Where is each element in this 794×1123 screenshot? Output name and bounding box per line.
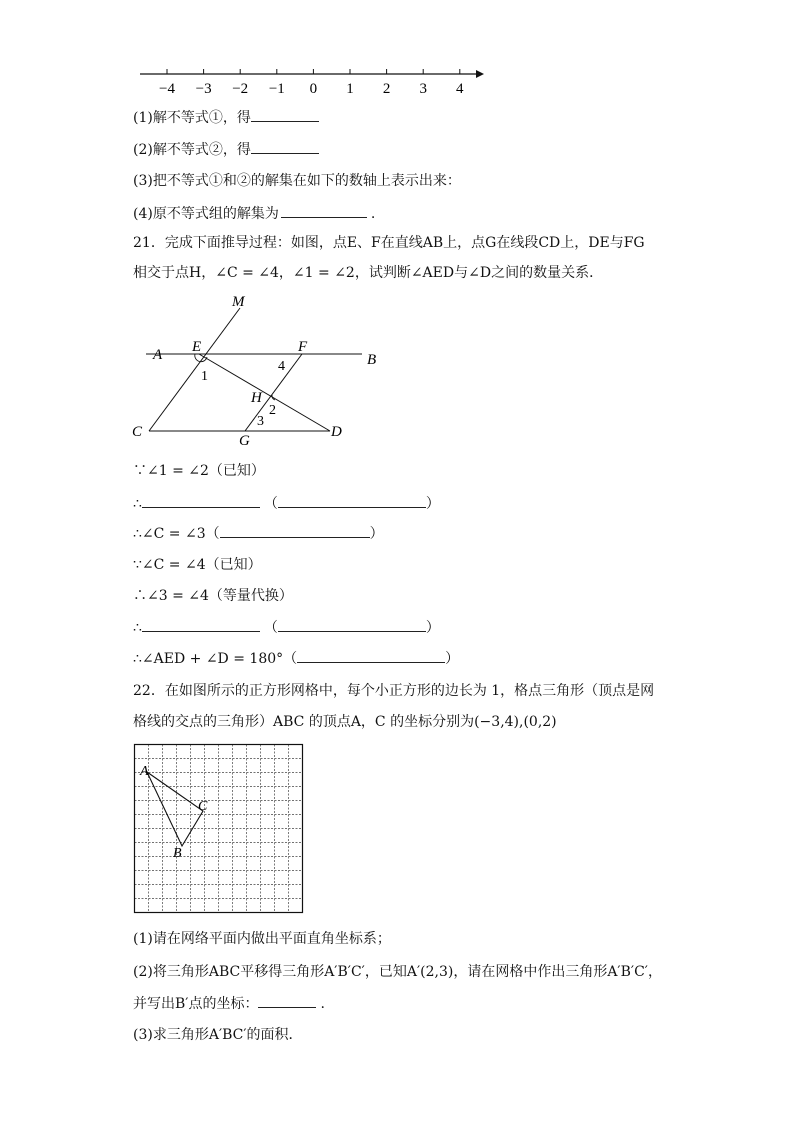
- grid-label-A: A: [140, 764, 149, 779]
- label-F: F: [298, 339, 308, 355]
- number-line-label: −3: [195, 81, 212, 97]
- q21-step5: ∴∠3 = ∠4（等量代换）: [133, 588, 293, 604]
- number-line-label: 4: [456, 81, 464, 97]
- q22-item3: (3)求三角形A′BC′的面积．: [133, 1027, 303, 1043]
- q20-item4: (4)原不等式组的解集为 .: [133, 203, 375, 224]
- q22-item1: (1)请在网络平面内做出平面直角坐标系；: [133, 931, 391, 947]
- label-G: G: [239, 433, 250, 449]
- number-line-label: −4: [159, 81, 175, 97]
- q21-line2: 相交于点H，∠C = ∠4，∠1 = ∠2，试判断∠AED与∠D之间的数量关系．: [133, 265, 604, 281]
- arrow-right-icon: [476, 70, 484, 78]
- label-E: E: [192, 339, 202, 355]
- label-M: M: [232, 294, 245, 310]
- label-D: D: [331, 424, 342, 440]
- triangle-ABC: [147, 772, 203, 846]
- q20-item2: (2)解不等式②，得: [133, 139, 319, 160]
- q22-item2b: 并写出B′点的坐标： .: [133, 993, 325, 1014]
- square-grid: [130, 740, 310, 920]
- q21-step6: ∴ （ ）: [133, 617, 440, 638]
- label-C: C: [132, 424, 143, 440]
- number-line-label: 2: [382, 81, 391, 97]
- q22-item2: (2)将三角形ABC平移得三角形A′B′C′，已知A′(2,3)，请在网格中作出三角形A′B′C′，: [133, 964, 662, 980]
- grid-label-C: C: [198, 799, 208, 814]
- label-H: H: [251, 390, 262, 406]
- q21-step1: ∵∠1 = ∠2（已知）: [133, 463, 265, 479]
- q21-step7: ∴∠AED + ∠D = 180°（ ）: [133, 648, 459, 669]
- q21-step2: ∴ （ ）: [133, 493, 440, 514]
- label-3: 3: [257, 414, 264, 429]
- number-line: [130, 60, 490, 100]
- q20-item1: (1)解不等式①，得: [133, 107, 319, 128]
- number-line-label: 1: [346, 81, 354, 97]
- q21-line1: 21．完成下面推导过程：如图，点E、F在直线AB上，点G在线段CD上，DE与FG: [133, 235, 645, 251]
- grid-label-B: B: [173, 846, 182, 861]
- q21-step4: ∵∠C = ∠4（已知）: [133, 557, 262, 573]
- label-2: 2: [269, 403, 276, 418]
- number-line-label: −1: [268, 81, 285, 97]
- q22-line2: 格线的交点的三角形）ABC 的顶点A，C 的坐标分别为(−3,4),(0,2): [133, 714, 557, 730]
- number-line-label: 3: [419, 81, 427, 97]
- number-line-label: −2: [232, 81, 249, 97]
- geometry-figure: [125, 290, 395, 450]
- q21-step3: ∴∠C = ∠3（ ）: [133, 523, 384, 544]
- label-1: 1: [201, 369, 208, 384]
- label-4: 4: [278, 359, 285, 374]
- number-line-label: 0: [309, 81, 318, 97]
- q20-item3: (3)把不等式①和②的解集在如下的数轴上表示出来：: [133, 173, 461, 189]
- q22-line1: 22．在如图所示的正方形网格中，每个小正方形的边长为 1，格点三角形（顶点是网: [133, 683, 655, 699]
- label-A: A: [153, 347, 163, 363]
- label-B: B: [367, 352, 377, 368]
